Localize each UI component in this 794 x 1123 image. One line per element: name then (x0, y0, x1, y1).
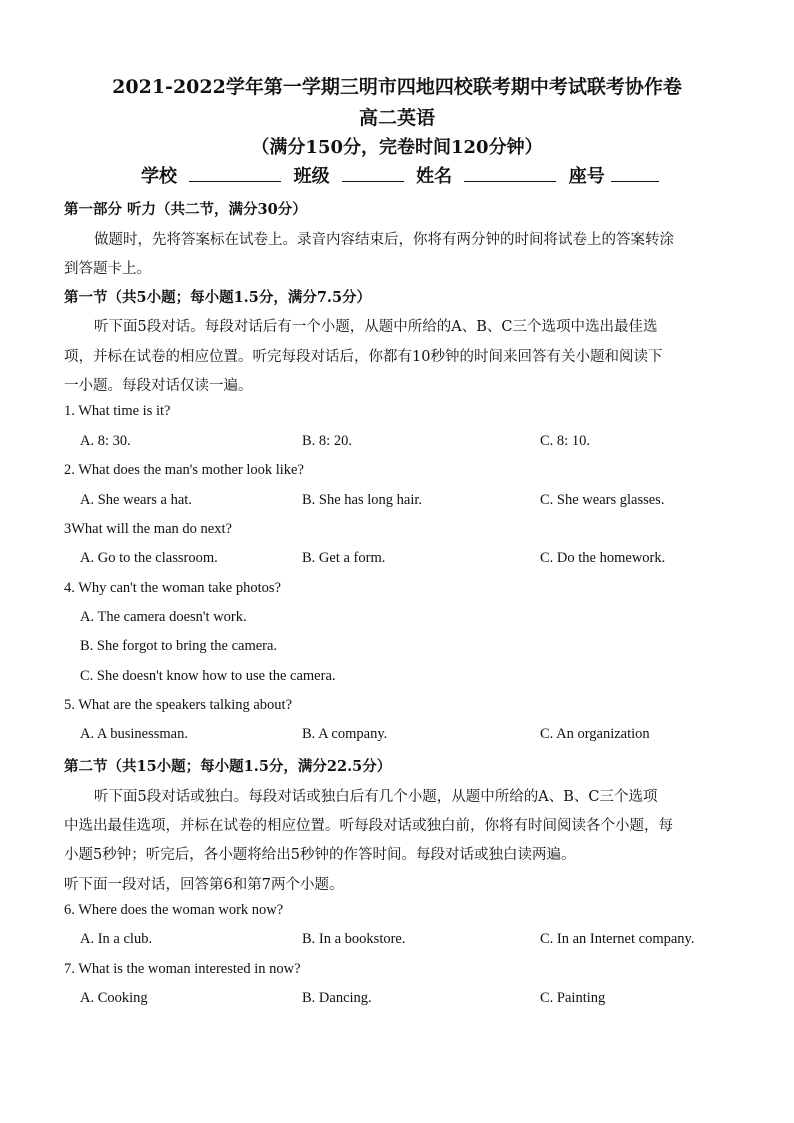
section1-instruction-line1: 听下面5段对话。每段对话后有一个小题，从题中所给的A、B、C三个选项中选出最佳选 (94, 319, 658, 335)
q3-option-c: C. Do the homework. (540, 550, 666, 566)
question-6: 6. Where does the woman work now? (64, 902, 284, 918)
q4-option-a: A. The camera doesn't work. (80, 609, 247, 625)
section1-instruction-line3: 一小题。每段对话仅读一遍。 (64, 378, 253, 394)
question-5: 5. What are the speakers talking about? (64, 697, 293, 713)
student-info-line (0, 162, 794, 188)
question-1: 1. What time is it? (64, 403, 171, 419)
part1-instruction-line2: 到答题卡上。 (64, 261, 151, 277)
question-3: 3What will the man do next? (64, 521, 232, 537)
exam-title: 2021-2022学年第一学期三明市四地四校联考期中考试联考协作卷 (112, 76, 682, 98)
q7-option-c: C. Painting (540, 990, 606, 1006)
part1-heading: 第一部分 听力（共二节，满分30分） (64, 201, 307, 218)
section1-instruction-line2: 项，并标在试卷的相应位置。听完每段对话后，你都有10秒钟的时间来回答有关小题和阅读下 (64, 349, 663, 365)
name-blank[interactable] (464, 163, 556, 182)
question-7: 7. What is the woman interested in now? (64, 961, 301, 977)
section2-heading: 第二节（共15小题；每小题1.5分，满分22.5分） (64, 758, 392, 775)
section2-instruction-line4: 听下面一段对话，回答第6和第7两个小题。 (64, 877, 344, 893)
q7-option-a: A. Cooking (80, 990, 148, 1006)
school-blank[interactable] (189, 163, 281, 182)
q6-option-a: A. In a club. (80, 931, 153, 947)
part1-instruction-line1: 做题时，先将答案标在试卷上。录音内容结束后，你将有两分钟的时间将试卷上的答案转涂 (94, 232, 674, 248)
q4-option-c: C. She doesn't know how to use the camera. (80, 668, 336, 684)
q3-option-a: A. Go to the classroom. (80, 550, 218, 566)
seat-label: 座号 (568, 166, 605, 187)
q5-option-c: C. An organization (540, 726, 650, 742)
question-4: 4. Why can't the woman take photos? (64, 580, 281, 596)
q6-option-c: C. In an Internet company. (540, 931, 695, 947)
school-label: 学校 (141, 166, 178, 187)
q1-option-a: A. 8: 30. (80, 433, 131, 449)
q6-option-b: B. In a bookstore. (302, 931, 406, 947)
q2-option-a: A. She wears a hat. (80, 492, 192, 508)
exam-score-time-note: （满分150分，完卷时间120分钟） (251, 137, 543, 158)
q1-option-c: C. 8: 10. (540, 433, 590, 449)
section2-instruction-line3: 小题5秒钟；听完后，各小题将给出5秒钟的作答时间。每段对话或独白读两遍。 (64, 847, 576, 863)
question-2: 2. What does the man's mother look like? (64, 462, 304, 478)
name-label: 姓名 (416, 166, 453, 187)
section2-instruction-line1: 听下面5段对话或独白。每段对话或独白后有几个小题，从题中所给的A、B、C三个选项 (94, 789, 658, 805)
class-blank[interactable] (342, 163, 404, 182)
q5-option-a: A. A businessman. (80, 726, 188, 742)
q4-option-b: B. She forgot to bring the camera. (80, 638, 278, 654)
q5-option-b: B. A company. (302, 726, 388, 742)
exam-subject: 高二英语 (358, 107, 435, 129)
q2-option-b: B. She has long hair. (302, 492, 423, 508)
section2-instruction-line2: 中选出最佳选项，并标在试卷的相应位置。听每段对话或独白前，你将有时间阅读各个小题，每 (64, 818, 673, 834)
q2-option-c: C. She wears glasses. (540, 492, 665, 508)
q7-option-b: B. Dancing. (302, 990, 372, 1006)
class-label: 班级 (293, 166, 330, 187)
seat-blank[interactable] (611, 163, 659, 182)
section1-heading: 第一节（共5小题；每小题1.5分，满分7.5分） (64, 289, 372, 306)
q1-option-b: B. 8: 20. (302, 433, 352, 449)
q3-option-b: B. Get a form. (302, 550, 386, 566)
